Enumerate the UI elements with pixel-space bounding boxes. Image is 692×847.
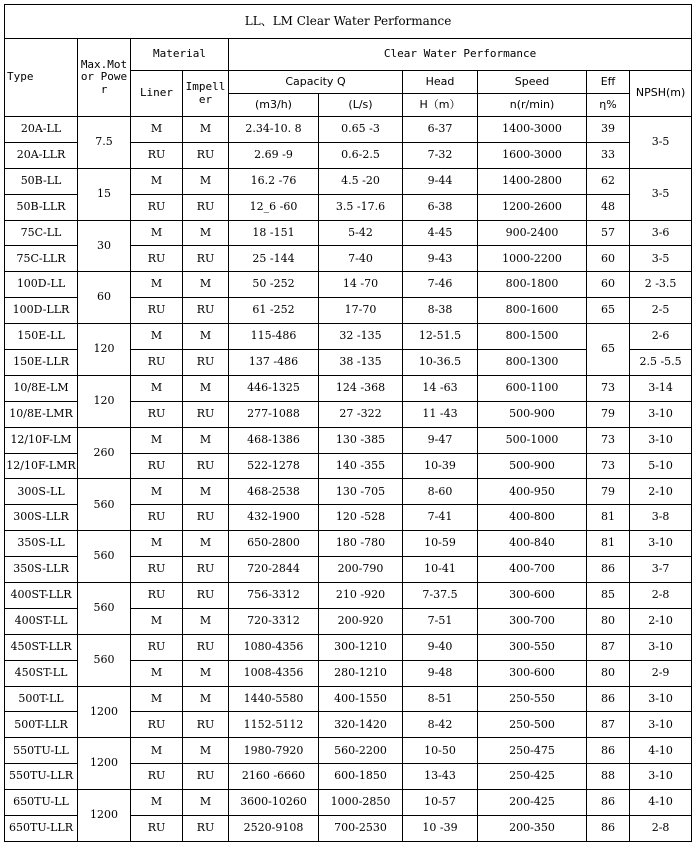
eff-cell: 60 xyxy=(587,272,630,298)
type-cell: 450ST-LL xyxy=(5,660,78,686)
head-cell: 7-37.5 xyxy=(403,583,478,609)
eff-cell: 81 xyxy=(587,505,630,531)
type-cell: 75C-LLR xyxy=(5,246,78,272)
head-cell: 8-38 xyxy=(403,298,478,324)
speed-cell: 1400-2800 xyxy=(478,168,587,194)
capacity-m3h-cell: 2.69 -9 xyxy=(229,142,319,168)
speed-cell: 800-1800 xyxy=(478,272,587,298)
npsh-cell: 2-9 xyxy=(630,660,692,686)
speed-cell: 1000-2200 xyxy=(478,246,587,272)
capacity-m3h-cell: 1980-7920 xyxy=(229,738,319,764)
power-cell: 120 xyxy=(78,324,131,376)
impeller-cell: RU xyxy=(183,816,229,842)
speed-cell: 500-900 xyxy=(478,453,587,479)
head-cell: 13-43 xyxy=(403,764,478,790)
capacity-ls-cell: 17-70 xyxy=(319,298,403,324)
table-row xyxy=(5,168,692,194)
npsh-cell: 2-10 xyxy=(630,608,692,634)
npsh-cell: 3-10 xyxy=(630,634,692,660)
speed-cell: 200-425 xyxy=(478,790,587,816)
capacity-ls-cell: 560-2200 xyxy=(319,738,403,764)
type-cell: 50B-LL xyxy=(5,168,78,194)
header-liner: Liner xyxy=(131,71,183,117)
head-cell: 7-46 xyxy=(403,272,478,298)
header-impeller: Impeller xyxy=(183,71,229,117)
power-cell: 560 xyxy=(78,479,131,531)
power-cell: 30 xyxy=(78,220,131,272)
speed-cell: 800-1300 xyxy=(478,350,587,376)
impeller-cell: RU xyxy=(183,583,229,609)
liner-cell: RU xyxy=(131,453,183,479)
liner-cell: RU xyxy=(131,634,183,660)
liner-cell: RU xyxy=(131,194,183,220)
head-cell: 8-51 xyxy=(403,686,478,712)
power-cell: 560 xyxy=(78,531,131,583)
eff-cell: 48 xyxy=(587,194,630,220)
table-row xyxy=(5,634,692,660)
header-capacity-ls: (L/s) xyxy=(319,94,403,117)
impeller-cell: RU xyxy=(183,634,229,660)
type-cell: 350S-LL xyxy=(5,531,78,557)
header-eff: Eff xyxy=(587,71,630,94)
power-cell: 260 xyxy=(78,427,131,479)
capacity-m3h-cell: 25 -144 xyxy=(229,246,319,272)
capacity-m3h-cell: 720-2844 xyxy=(229,557,319,583)
header-eff-unit: η% xyxy=(587,94,630,117)
eff-cell: 86 xyxy=(587,686,630,712)
liner-cell: M xyxy=(131,272,183,298)
capacity-ls-cell: 300-1210 xyxy=(319,634,403,660)
header-head: Head xyxy=(403,71,478,94)
speed-cell: 400-800 xyxy=(478,505,587,531)
eff-cell: 87 xyxy=(587,634,630,660)
header-capacity-m3h: (m3/h) xyxy=(229,94,319,117)
liner-cell: M xyxy=(131,531,183,557)
type-cell: 12/10F-LMR xyxy=(5,453,78,479)
type-cell: 75C-LL xyxy=(5,220,78,246)
capacity-ls-cell: 180 -780 xyxy=(319,531,403,557)
table-title: LL、LM Clear Water Performance xyxy=(5,5,692,39)
capacity-ls-cell: 3.5 -17.6 xyxy=(319,194,403,220)
npsh-cell: 2.5 -5.5 xyxy=(630,350,692,376)
head-cell: 8-42 xyxy=(403,712,478,738)
impeller-cell: M xyxy=(183,324,229,350)
head-cell: 10-59 xyxy=(403,531,478,557)
head-cell: 10-57 xyxy=(403,790,478,816)
liner-cell: RU xyxy=(131,557,183,583)
capacity-m3h-cell: 468-1386 xyxy=(229,427,319,453)
head-cell: 8-60 xyxy=(403,479,478,505)
liner-cell: M xyxy=(131,324,183,350)
impeller-cell: RU xyxy=(183,401,229,427)
impeller-cell: RU xyxy=(183,298,229,324)
npsh-cell: 3-10 xyxy=(630,531,692,557)
capacity-m3h-cell: 137 -486 xyxy=(229,350,319,376)
liner-cell: RU xyxy=(131,142,183,168)
head-cell: 11 -43 xyxy=(403,401,478,427)
speed-cell: 250-425 xyxy=(478,764,587,790)
capacity-ls-cell: 5-42 xyxy=(319,220,403,246)
npsh-cell: 4-10 xyxy=(630,790,692,816)
type-cell: 550TU-LL xyxy=(5,738,78,764)
liner-cell: RU xyxy=(131,764,183,790)
capacity-ls-cell: 320-1420 xyxy=(319,712,403,738)
header-head-unit: H（m） xyxy=(403,94,478,117)
power-cell: 560 xyxy=(78,634,131,686)
npsh-cell: 3-7 xyxy=(630,557,692,583)
head-cell: 6-37 xyxy=(403,117,478,143)
speed-cell: 250-500 xyxy=(478,712,587,738)
eff-cell: 80 xyxy=(587,608,630,634)
speed-cell: 600-1100 xyxy=(478,375,587,401)
impeller-cell: M xyxy=(183,531,229,557)
speed-cell: 1200-2600 xyxy=(478,194,587,220)
power-cell: 60 xyxy=(78,272,131,324)
liner-cell: M xyxy=(131,790,183,816)
head-cell: 9-48 xyxy=(403,660,478,686)
capacity-m3h-cell: 1008-4356 xyxy=(229,660,319,686)
capacity-m3h-cell: 650-2800 xyxy=(229,531,319,557)
speed-cell: 1400-3000 xyxy=(478,117,587,143)
eff-cell: 65 xyxy=(587,324,630,376)
head-cell: 9-40 xyxy=(403,634,478,660)
npsh-cell: 3-14 xyxy=(630,375,692,401)
eff-cell: 65 xyxy=(587,298,630,324)
impeller-cell: M xyxy=(183,427,229,453)
type-cell: 150E-LL xyxy=(5,324,78,350)
capacity-m3h-cell: 468-2538 xyxy=(229,479,319,505)
type-cell: 350S-LLR xyxy=(5,557,78,583)
header-max-motor-power: Max.Motor Power xyxy=(78,39,131,117)
liner-cell: M xyxy=(131,427,183,453)
npsh-cell: 3-10 xyxy=(630,427,692,453)
eff-cell: 79 xyxy=(587,401,630,427)
impeller-cell: RU xyxy=(183,194,229,220)
type-cell: 150E-LLR xyxy=(5,350,78,376)
eff-cell: 86 xyxy=(587,557,630,583)
capacity-ls-cell: 1000-2850 xyxy=(319,790,403,816)
head-cell: 12-51.5 xyxy=(403,324,478,350)
type-cell: 650TU-LL xyxy=(5,790,78,816)
capacity-ls-cell: 400-1550 xyxy=(319,686,403,712)
eff-cell: 73 xyxy=(587,375,630,401)
eff-cell: 57 xyxy=(587,220,630,246)
npsh-cell: 3-8 xyxy=(630,505,692,531)
table-row xyxy=(5,738,692,764)
head-cell: 7-32 xyxy=(403,142,478,168)
capacity-m3h-cell: 1440-5580 xyxy=(229,686,319,712)
head-cell: 10 -39 xyxy=(403,816,478,842)
eff-cell: 80 xyxy=(587,660,630,686)
type-cell: 100D-LL xyxy=(5,272,78,298)
capacity-m3h-cell: 756-3312 xyxy=(229,583,319,609)
speed-cell: 800-1500 xyxy=(478,324,587,350)
type-cell: 400ST-LL xyxy=(5,608,78,634)
capacity-m3h-cell: 18 -151 xyxy=(229,220,319,246)
npsh-cell: 2-5 xyxy=(630,298,692,324)
power-cell: 1200 xyxy=(78,686,131,738)
capacity-m3h-cell: 50 -252 xyxy=(229,272,319,298)
capacity-ls-cell: 130 -705 xyxy=(319,479,403,505)
header-type: Type xyxy=(5,39,78,117)
capacity-m3h-cell: 720-3312 xyxy=(229,608,319,634)
type-cell: 300S-LLR xyxy=(5,505,78,531)
speed-cell: 250-550 xyxy=(478,686,587,712)
eff-cell: 79 xyxy=(587,479,630,505)
head-cell: 9-47 xyxy=(403,427,478,453)
power-cell: 560 xyxy=(78,583,131,635)
liner-cell: RU xyxy=(131,712,183,738)
table-row xyxy=(5,324,692,350)
capacity-m3h-cell: 446-1325 xyxy=(229,375,319,401)
head-cell: 9-44 xyxy=(403,168,478,194)
npsh-cell: 3-10 xyxy=(630,401,692,427)
head-cell: 4-45 xyxy=(403,220,478,246)
capacity-ls-cell: 32 -135 xyxy=(319,324,403,350)
capacity-ls-cell: 0.6-2.5 xyxy=(319,142,403,168)
impeller-cell: M xyxy=(183,790,229,816)
power-cell: 1200 xyxy=(78,790,131,842)
table-row xyxy=(5,790,692,816)
capacity-ls-cell: 700-2530 xyxy=(319,816,403,842)
table-row xyxy=(5,117,692,143)
capacity-ls-cell: 210 -920 xyxy=(319,583,403,609)
impeller-cell: RU xyxy=(183,246,229,272)
type-cell: 10/8E-LM xyxy=(5,375,78,401)
liner-cell: M xyxy=(131,738,183,764)
capacity-ls-cell: 27 -322 xyxy=(319,401,403,427)
performance-table-body xyxy=(5,117,692,842)
liner-cell: M xyxy=(131,117,183,143)
capacity-m3h-cell: 16.2 -76 xyxy=(229,168,319,194)
capacity-m3h-cell: 522-1278 xyxy=(229,453,319,479)
npsh-cell: 3-10 xyxy=(630,686,692,712)
eff-cell: 62 xyxy=(587,168,630,194)
table-row xyxy=(5,220,692,246)
table-row xyxy=(5,583,692,609)
eff-cell: 88 xyxy=(587,764,630,790)
eff-cell: 33 xyxy=(587,142,630,168)
speed-cell: 300-600 xyxy=(478,583,587,609)
eff-cell: 60 xyxy=(587,246,630,272)
impeller-cell: RU xyxy=(183,764,229,790)
speed-cell: 400-840 xyxy=(478,531,587,557)
npsh-cell: 3-5 xyxy=(630,246,692,272)
liner-cell: M xyxy=(131,660,183,686)
liner-cell: RU xyxy=(131,816,183,842)
npsh-cell: 2-8 xyxy=(630,816,692,842)
liner-cell: RU xyxy=(131,583,183,609)
head-cell: 7-41 xyxy=(403,505,478,531)
capacity-ls-cell: 120 -528 xyxy=(319,505,403,531)
npsh-cell: 5-10 xyxy=(630,453,692,479)
capacity-m3h-cell: 1080-4356 xyxy=(229,634,319,660)
impeller-cell: RU xyxy=(183,505,229,531)
impeller-cell: RU xyxy=(183,557,229,583)
performance-table xyxy=(4,4,692,842)
liner-cell: M xyxy=(131,220,183,246)
impeller-cell: RU xyxy=(183,350,229,376)
type-cell: 500T-LL xyxy=(5,686,78,712)
impeller-cell: RU xyxy=(183,453,229,479)
type-cell: 10/8E-LMR xyxy=(5,401,78,427)
head-cell: 10-39 xyxy=(403,453,478,479)
speed-cell: 300-550 xyxy=(478,634,587,660)
table-row xyxy=(5,531,692,557)
liner-cell: RU xyxy=(131,298,183,324)
capacity-ls-cell: 280-1210 xyxy=(319,660,403,686)
head-cell: 10-50 xyxy=(403,738,478,764)
liner-cell: M xyxy=(131,608,183,634)
liner-cell: RU xyxy=(131,350,183,376)
liner-cell: M xyxy=(131,686,183,712)
capacity-ls-cell: 200-920 xyxy=(319,608,403,634)
capacity-m3h-cell: 2520-9108 xyxy=(229,816,319,842)
npsh-cell: 3-5 xyxy=(630,168,692,220)
eff-cell: 81 xyxy=(587,531,630,557)
eff-cell: 85 xyxy=(587,583,630,609)
capacity-m3h-cell: 1152-5112 xyxy=(229,712,319,738)
capacity-ls-cell: 38 -135 xyxy=(319,350,403,376)
table-row xyxy=(5,375,692,401)
speed-cell: 800-1600 xyxy=(478,298,587,324)
capacity-ls-cell: 140 -355 xyxy=(319,453,403,479)
type-cell: 50B-LLR xyxy=(5,194,78,220)
npsh-cell: 3-5 xyxy=(630,117,692,169)
head-cell: 7-51 xyxy=(403,608,478,634)
speed-cell: 500-1000 xyxy=(478,427,587,453)
head-cell: 10-41 xyxy=(403,557,478,583)
impeller-cell: M xyxy=(183,375,229,401)
type-cell: 500T-LLR xyxy=(5,712,78,738)
speed-cell: 1600-3000 xyxy=(478,142,587,168)
capacity-m3h-cell: 432-1900 xyxy=(229,505,319,531)
speed-cell: 300-600 xyxy=(478,660,587,686)
eff-cell: 39 xyxy=(587,117,630,143)
capacity-ls-cell: 600-1850 xyxy=(319,764,403,790)
eff-cell: 87 xyxy=(587,712,630,738)
speed-cell: 500-900 xyxy=(478,401,587,427)
impeller-cell: M xyxy=(183,168,229,194)
table-row xyxy=(5,272,692,298)
eff-cell: 73 xyxy=(587,453,630,479)
type-cell: 12/10F-LM xyxy=(5,427,78,453)
impeller-cell: M xyxy=(183,272,229,298)
capacity-m3h-cell: 277-1088 xyxy=(229,401,319,427)
speed-cell: 400-950 xyxy=(478,479,587,505)
capacity-m3h-cell: 3600-10260 xyxy=(229,790,319,816)
npsh-cell: 4-10 xyxy=(630,738,692,764)
head-cell: 6-38 xyxy=(403,194,478,220)
speed-cell: 900-2400 xyxy=(478,220,587,246)
table-row xyxy=(5,686,692,712)
impeller-cell: RU xyxy=(183,142,229,168)
capacity-ls-cell: 14 -70 xyxy=(319,272,403,298)
npsh-cell: 2-10 xyxy=(630,479,692,505)
type-cell: 400ST-LLR xyxy=(5,583,78,609)
type-cell: 550TU-LLR xyxy=(5,764,78,790)
type-cell: 20A-LLR xyxy=(5,142,78,168)
impeller-cell: M xyxy=(183,686,229,712)
capacity-ls-cell: 124 -368 xyxy=(319,375,403,401)
speed-cell: 200-350 xyxy=(478,816,587,842)
capacity-ls-cell: 4.5 -20 xyxy=(319,168,403,194)
npsh-cell: 2 -3.5 xyxy=(630,272,692,298)
capacity-m3h-cell: 12_6 -60 xyxy=(229,194,319,220)
capacity-m3h-cell: 2.34-10. 8 xyxy=(229,117,319,143)
liner-cell: M xyxy=(131,168,183,194)
capacity-ls-cell: 0.65 -3 xyxy=(319,117,403,143)
impeller-cell: RU xyxy=(183,712,229,738)
header-material: Material xyxy=(131,39,229,71)
eff-cell: 73 xyxy=(587,427,630,453)
type-cell: 450ST-LLR xyxy=(5,634,78,660)
eff-cell: 86 xyxy=(587,738,630,764)
liner-cell: M xyxy=(131,479,183,505)
impeller-cell: M xyxy=(183,479,229,505)
npsh-cell: 3-10 xyxy=(630,764,692,790)
header-npsh: NPSH(m) xyxy=(630,71,692,117)
head-cell: 10-36.5 xyxy=(403,350,478,376)
table-row xyxy=(5,427,692,453)
header-clear-water-performance: Clear Water Performance xyxy=(229,39,692,71)
liner-cell: RU xyxy=(131,505,183,531)
power-cell: 15 xyxy=(78,168,131,220)
npsh-cell: 2-6 xyxy=(630,324,692,350)
head-cell: 14 -63 xyxy=(403,375,478,401)
liner-cell: RU xyxy=(131,246,183,272)
liner-cell: M xyxy=(131,375,183,401)
head-cell: 9-43 xyxy=(403,246,478,272)
capacity-m3h-cell: 2160 -6660 xyxy=(229,764,319,790)
header-capacity: Capacity Q xyxy=(229,71,403,94)
type-cell: 650TU-LLR xyxy=(5,816,78,842)
npsh-cell: 2-8 xyxy=(630,583,692,609)
capacity-m3h-cell: 61 -252 xyxy=(229,298,319,324)
capacity-ls-cell: 7-40 xyxy=(319,246,403,272)
impeller-cell: M xyxy=(183,608,229,634)
power-cell: 120 xyxy=(78,375,131,427)
speed-cell: 250-475 xyxy=(478,738,587,764)
capacity-m3h-cell: 115-486 xyxy=(229,324,319,350)
table-row xyxy=(5,479,692,505)
header-speed-unit: n(r/min) xyxy=(478,94,587,117)
type-cell: 300S-LL xyxy=(5,479,78,505)
power-cell: 7.5 xyxy=(78,117,131,169)
liner-cell: RU xyxy=(131,401,183,427)
npsh-cell: 3-6 xyxy=(630,220,692,246)
eff-cell: 86 xyxy=(587,816,630,842)
speed-cell: 400-700 xyxy=(478,557,587,583)
impeller-cell: M xyxy=(183,738,229,764)
capacity-ls-cell: 200-790 xyxy=(319,557,403,583)
header-speed: Speed xyxy=(478,71,587,94)
type-cell: 20A-LL xyxy=(5,117,78,143)
npsh-cell: 3-10 xyxy=(630,712,692,738)
speed-cell: 300-700 xyxy=(478,608,587,634)
power-cell: 1200 xyxy=(78,738,131,790)
type-cell: 100D-LLR xyxy=(5,298,78,324)
impeller-cell: M xyxy=(183,660,229,686)
eff-cell: 86 xyxy=(587,790,630,816)
impeller-cell: M xyxy=(183,220,229,246)
capacity-ls-cell: 130 -385 xyxy=(319,427,403,453)
impeller-cell: M xyxy=(183,117,229,143)
